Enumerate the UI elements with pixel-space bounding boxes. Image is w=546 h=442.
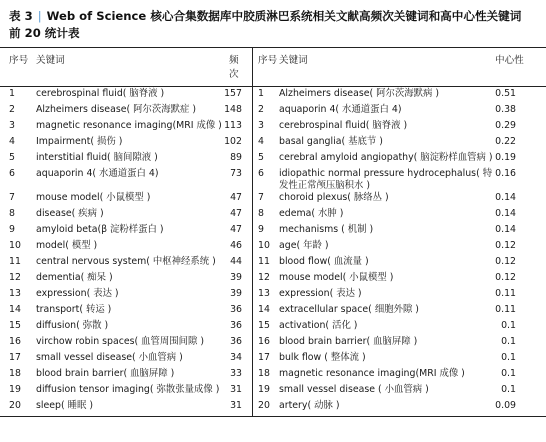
row-keyword: choroid plexus( 脉络丛 ) [279,192,389,203]
row-frequency: 36 [230,304,242,315]
row-number: 18 [258,368,270,379]
row-keyword: magnetic resonance imaging(MRI 成像 ) [279,368,465,379]
row-keyword: small vessel disease( 小血管病 ) [36,352,183,363]
row-keyword: age( 年龄 ) [279,240,329,251]
row-frequency: 47 [230,192,242,203]
caption-text-line2: 前 20 统计表 [9,26,80,40]
row-number: 13 [258,288,270,299]
row-number: 15 [258,320,270,331]
row-number: 6 [9,168,15,179]
row-number: 14 [9,304,21,315]
row-number: 4 [258,136,264,147]
row-keyword: expression( 表达 ) [279,288,362,299]
row-number: 3 [9,120,15,131]
row-keyword: Alzheimers disease( 阿尔茨海默病 ) [279,88,440,99]
row-number: 15 [9,320,21,331]
row-keyword: cerebrospinal fluid( 脑脊液 ) [36,88,165,99]
caption-label: 表 3 [9,9,33,23]
row-keyword: blood brain barrier( 血脑屏障 ) [279,336,418,347]
row-number: 8 [258,208,264,219]
row-number: 3 [258,120,264,131]
row-keyword: model( 模型 ) [36,240,98,251]
row-centrality: 0.1 [501,384,516,395]
row-keyword: activation( 活化 ) [279,320,358,331]
row-centrality: 0.14 [495,224,516,235]
row-number: 5 [9,152,15,163]
row-frequency: 89 [230,152,242,163]
row-number: 20 [9,400,21,411]
row-centrality: 0.38 [495,104,516,115]
row-centrality: 0.14 [495,208,516,219]
row-number: 10 [258,240,270,251]
row-number: 4 [9,136,15,147]
row-frequency: 31 [230,384,242,395]
row-keyword: extracellular space( 细胞外隙 ) [279,304,419,315]
row-number: 14 [258,304,270,315]
row-frequency: 39 [230,288,242,299]
row-number: 5 [258,152,264,163]
row-keyword: cerebral amyloid angiopathy( 脑淀粉样血管病 ) [279,152,493,163]
row-keyword: mouse model( 小鼠模型 ) [36,192,151,203]
row-centrality: 0.19 [495,152,516,163]
row-number: 2 [258,104,264,115]
row-keyword: sleep( 睡眠 ) [36,400,94,411]
row-centrality: 0.12 [495,240,516,251]
row-number: 11 [9,256,21,267]
header-right-keyword: 关键词 [279,55,308,66]
row-number: 19 [9,384,21,395]
row-keyword: mechanisms ( 机制 ) [279,224,374,235]
row-number: 8 [9,208,15,219]
row-frequency: 34 [230,352,242,363]
row-centrality: 0.1 [501,320,516,331]
row-keyword: blood flow( 血流量 ) [279,256,369,267]
row-keyword: basal ganglia( 基底节 ) [279,136,383,147]
row-keyword: virchow robin spaces( 血管周围间隙 ) [36,336,205,347]
row-frequency: 47 [230,224,242,235]
row-keyword: diffusion tensor imaging( 弥散张量成像 ) [36,384,220,395]
row-keyword: expression( 表达 ) [36,288,119,299]
row-keyword: central nervous system( 中枢神经系统 ) [36,256,216,267]
row-frequency: 73 [230,168,242,179]
row-number: 7 [9,192,15,203]
row-frequency: 31 [230,400,242,411]
row-centrality: 0.12 [495,256,516,267]
row-frequency: 44 [230,256,242,267]
header-right-centrality: 中心性 [495,55,524,66]
table-column-divider [252,47,253,416]
row-keyword: cerebrospinal fluid( 脑脊液 ) [279,120,408,131]
row-number: 10 [9,240,21,251]
row-frequency: 47 [230,208,242,219]
row-keyword: disease( 疾病 ) [36,208,104,219]
row-number: 12 [258,272,270,283]
header-left-freq-line1: 频 [229,55,239,66]
row-keyword: idiopathic normal pressure hydrocephalus( 特 [279,168,493,179]
row-frequency: 39 [230,272,242,283]
row-number: 6 [258,168,264,179]
header-left-keyword: 关键词 [36,55,65,66]
row-number: 9 [9,224,15,235]
row-number: 11 [258,256,270,267]
row-number: 18 [9,368,21,379]
row-centrality: 0.11 [495,288,516,299]
row-keyword: aquaporin 4( 水通道蛋白 4) [279,104,402,115]
row-keyword: transport( 转运 ) [36,304,112,315]
row-keyword: Alzheimers disease( 阿尔茨海默症 ) [36,104,197,115]
row-number: 19 [258,384,270,395]
row-centrality: 0.1 [501,336,516,347]
row-centrality: 0.1 [501,368,516,379]
header-left-freq-line2: 次 [229,69,239,80]
row-centrality: 0.14 [495,192,516,203]
row-centrality: 0.16 [495,168,516,179]
row-keyword: amyloid beta(β 淀粉样蛋白 ) [36,224,164,235]
table-bottom-rule [0,416,546,417]
row-keyword: Impairment( 损伤 ) [36,136,123,147]
row-frequency: 36 [230,320,242,331]
row-number: 17 [258,352,270,363]
row-centrality: 0.29 [495,120,516,131]
row-centrality: 0.51 [495,88,516,99]
row-number: 12 [9,272,21,283]
row-centrality: 0.09 [495,400,516,411]
row-keyword: small vessel disease ( 小血管病 ) [279,384,429,395]
row-number: 9 [258,224,264,235]
row-frequency: 148 [224,104,242,115]
row-frequency: 33 [230,368,242,379]
row-centrality: 0.1 [501,352,516,363]
row-number: 17 [9,352,21,363]
row-number: 13 [9,288,21,299]
row-frequency: 113 [224,120,242,131]
row-centrality: 0.11 [495,304,516,315]
row-number: 20 [258,400,270,411]
row-number: 7 [258,192,264,203]
row-number: 1 [258,88,264,99]
row-keyword: magnetic resonance imaging(MRI 成像 ) [36,120,222,131]
table-caption [9,8,539,42]
row-number: 16 [9,336,21,347]
row-centrality: 0.12 [495,272,516,283]
row-keyword: blood brain barrier( 血脑屏障 ) [36,368,175,379]
header-left-no: 序号 [9,55,29,66]
row-keyword: interstitial fluid( 脑间隙液 ) [36,152,158,163]
row-keyword: diffusion( 弥散 ) [36,320,109,331]
row-frequency: 46 [230,240,242,251]
row-number: 2 [9,104,15,115]
header-right-no: 序号 [258,55,278,66]
row-frequency: 102 [224,136,242,147]
table-top-rule [0,47,546,48]
row-keyword-continuation: 发性正常颅压脑积水 ) [279,180,371,191]
caption-text-line1: Web of Science 核心合集数据库中胶质淋巴系统相关文献高频次关键词和高中心性关键词 [46,9,522,23]
row-frequency: 36 [230,336,242,347]
row-keyword: mouse model( 小鼠模型 ) [279,272,394,283]
caption-separator: | [37,9,42,23]
row-keyword: artery( 动脉 ) [279,400,340,411]
row-keyword: edema( 水肿 ) [279,208,344,219]
row-keyword: aquaporin 4( 水通道蛋白 4) [36,168,159,179]
row-number: 1 [9,88,15,99]
row-centrality: 0.22 [495,136,516,147]
row-frequency: 157 [224,88,242,99]
row-keyword: bulk flow ( 整体流 ) [279,352,366,363]
row-number: 16 [258,336,270,347]
row-keyword: dementia( 痴呆 ) [36,272,113,283]
